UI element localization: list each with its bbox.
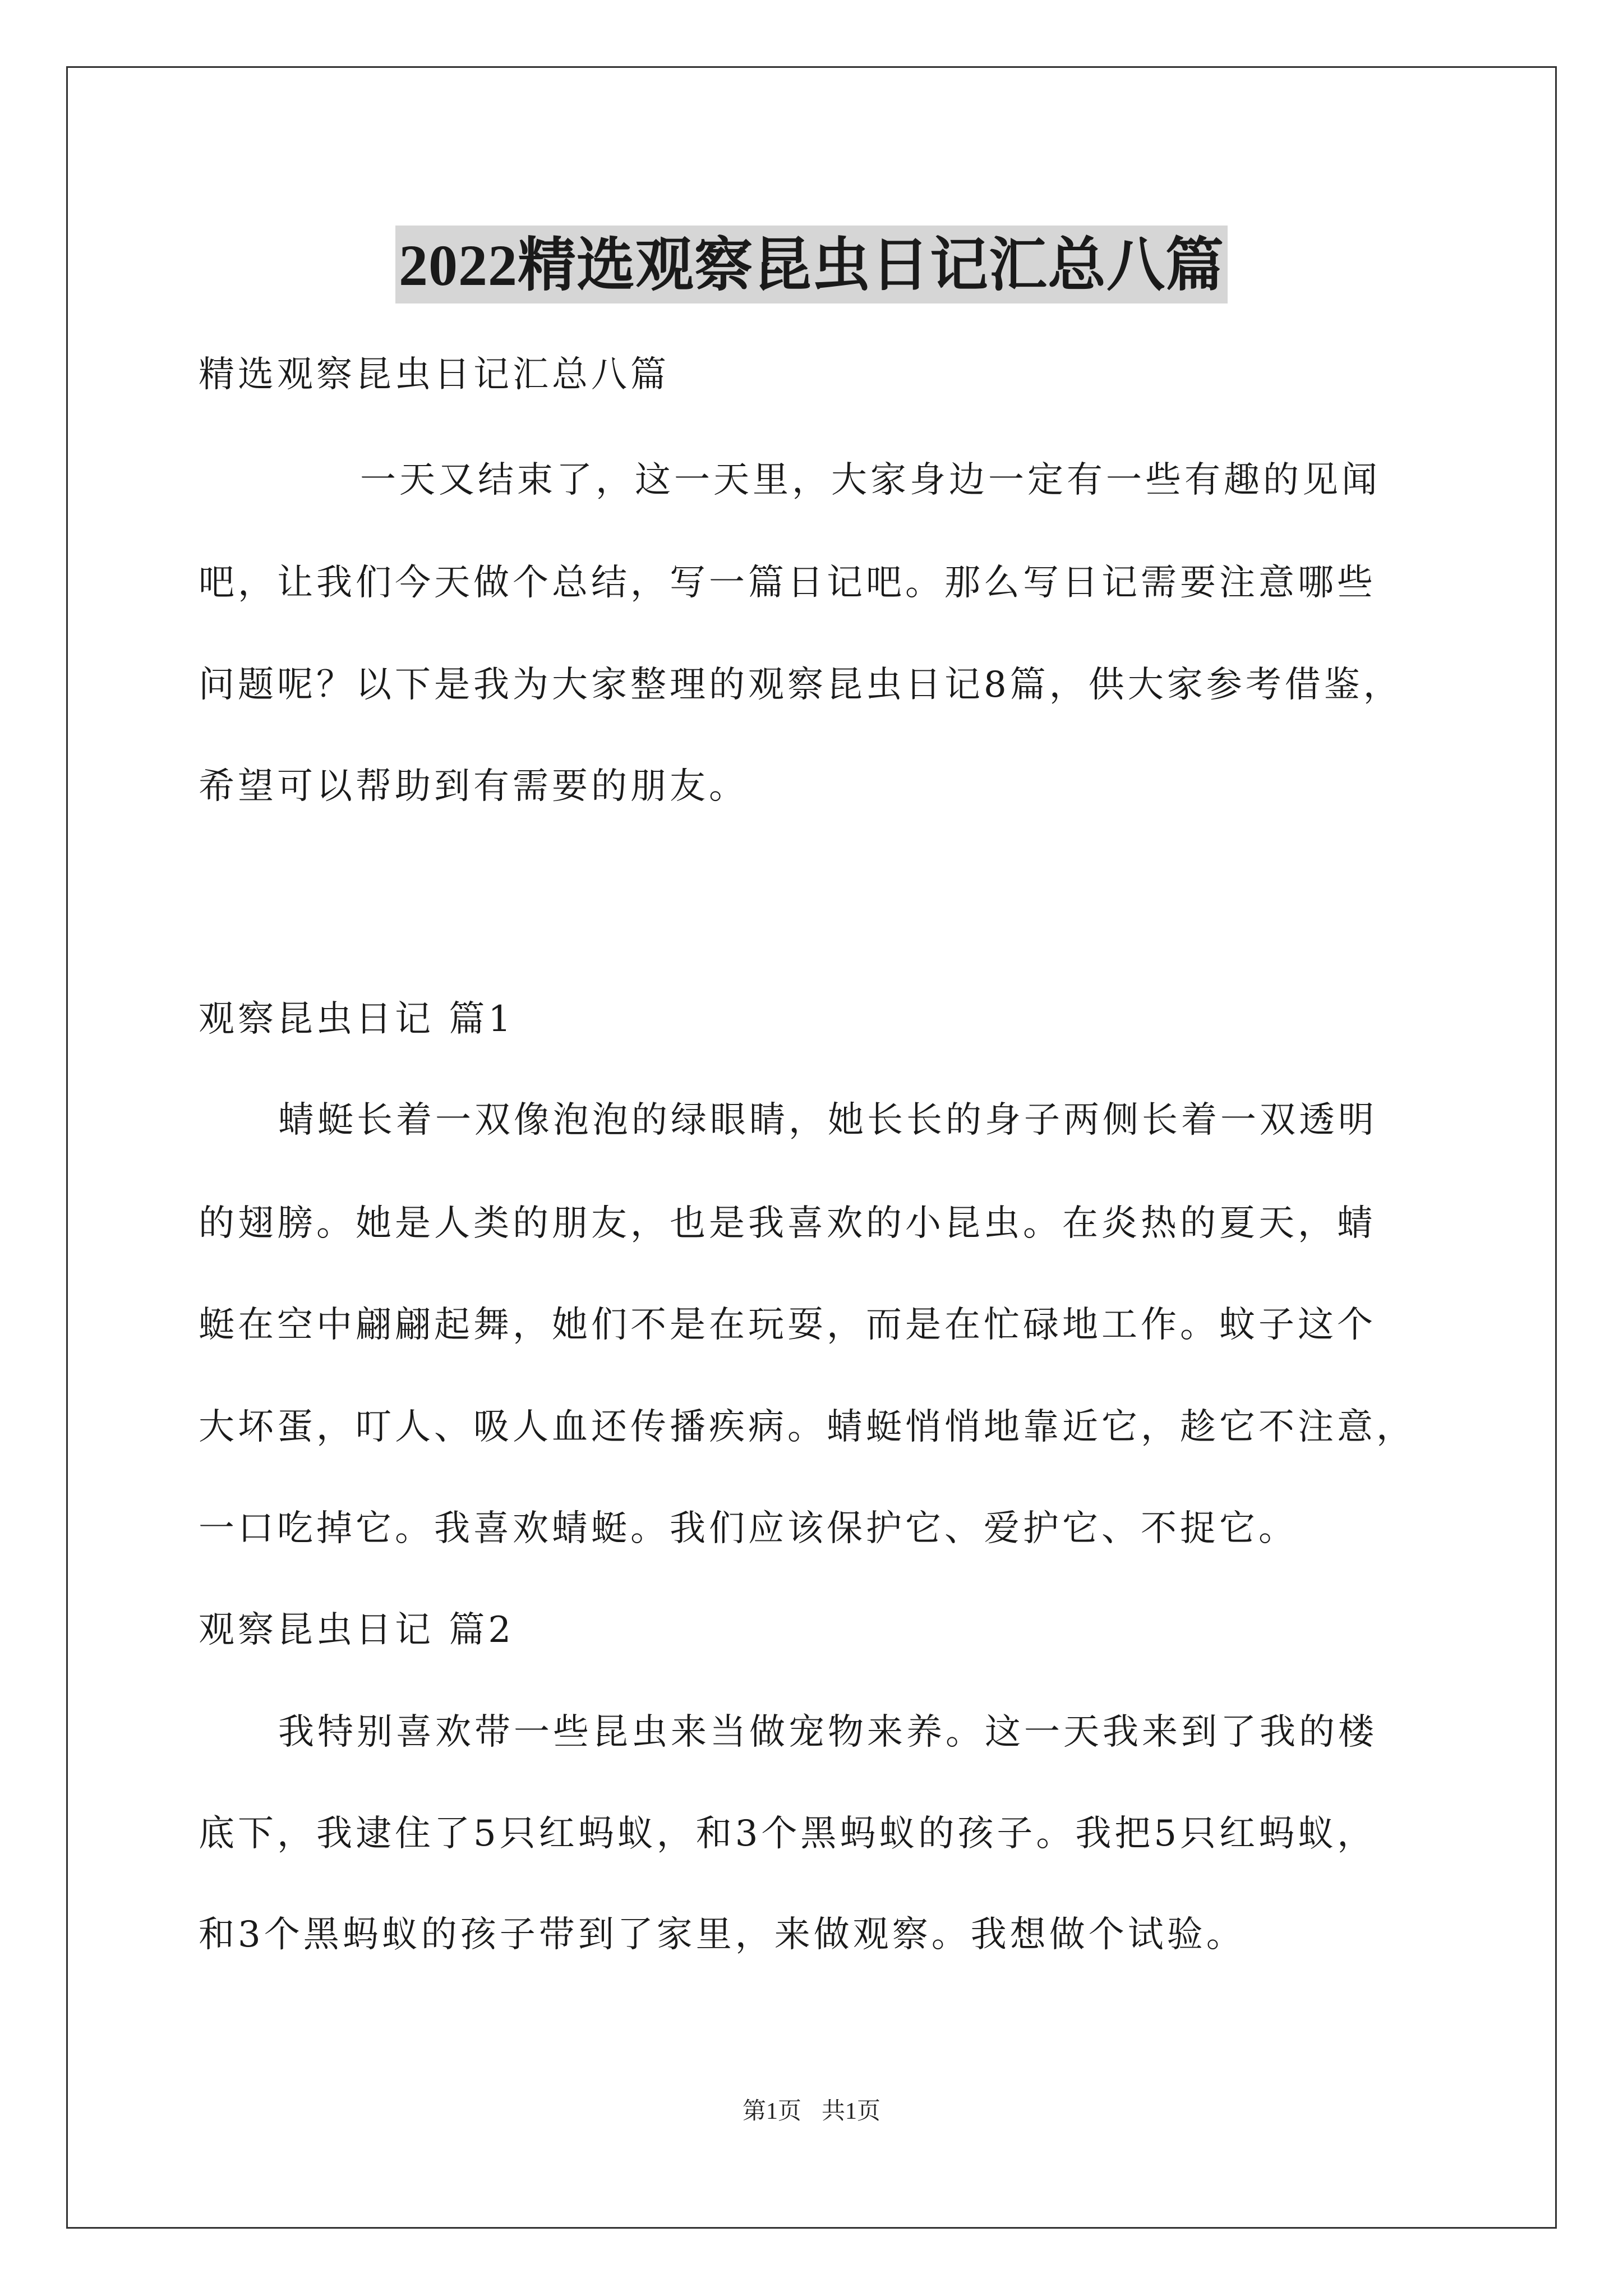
section-1-line: 一口吃掉它。我喜欢蜻蜓。我们应该保护它、爱护它、不捉它。 (199, 1508, 1298, 1549)
intro-line: 问题呢？以下是我为大家整理的观察昆虫日记8篇，供大家参考借鉴， (199, 664, 1403, 706)
document-subtitle: 精选观察昆虫日记汇总八篇 (199, 354, 670, 395)
document-title (0, 233, 1623, 298)
current-page-number: 第1页 (742, 2099, 801, 2124)
section-1-line: 蜻蜓长着一双像泡泡的绿眼睛，她长长的身子两侧长着一双透明 (278, 1099, 1377, 1141)
document-title-text: 2022精选观察昆虫日记汇总八篇 (395, 226, 1228, 303)
intro-line: 希望可以帮助到有需要的朋友。 (199, 766, 748, 807)
section-2-line: 和3个黑蚂蚁的孩子带到了家里，来做观察。我想做个试验。 (199, 1914, 1246, 1955)
section-1-line: 的翅膀。她是人类的朋友，也是我喜欢的小昆虫。在炎热的夏天，蜻 (199, 1203, 1376, 1244)
section-heading: 观察昆虫日记 篇2 (199, 1609, 515, 1651)
total-page-count: 共1页 (822, 2099, 881, 2124)
page-footer (0, 2092, 1623, 2126)
section-1-line: 蜓在空中翩翩起舞，她们不是在玩耍，而是在忙碌地工作。蚊子这个 (199, 1304, 1376, 1346)
intro-line: 吧，让我们今天做个总结，写一篇日记吧。那么写日记需要注意哪些 (199, 562, 1376, 604)
section-heading: 观察昆虫日记 篇1 (199, 999, 515, 1040)
intro-line: 一天又结束了，这一天里，大家身边一定有一些有趣的见闻 (360, 459, 1381, 501)
section-1-line: 大坏蛋，叮人、吸人血还传播疾病。蜻蜓悄悄地靠近它，趁它不注意， (199, 1406, 1415, 1448)
section-2-line: 底下，我逮住了5只红蚂蚁，和3个黑蚂蚁的孩子。我把5只红蚂蚁， (199, 1813, 1377, 1855)
section-2-line: 我特别喜欢带一些昆虫来当做宠物来养。这一天我来到了我的楼 (278, 1711, 1377, 1753)
